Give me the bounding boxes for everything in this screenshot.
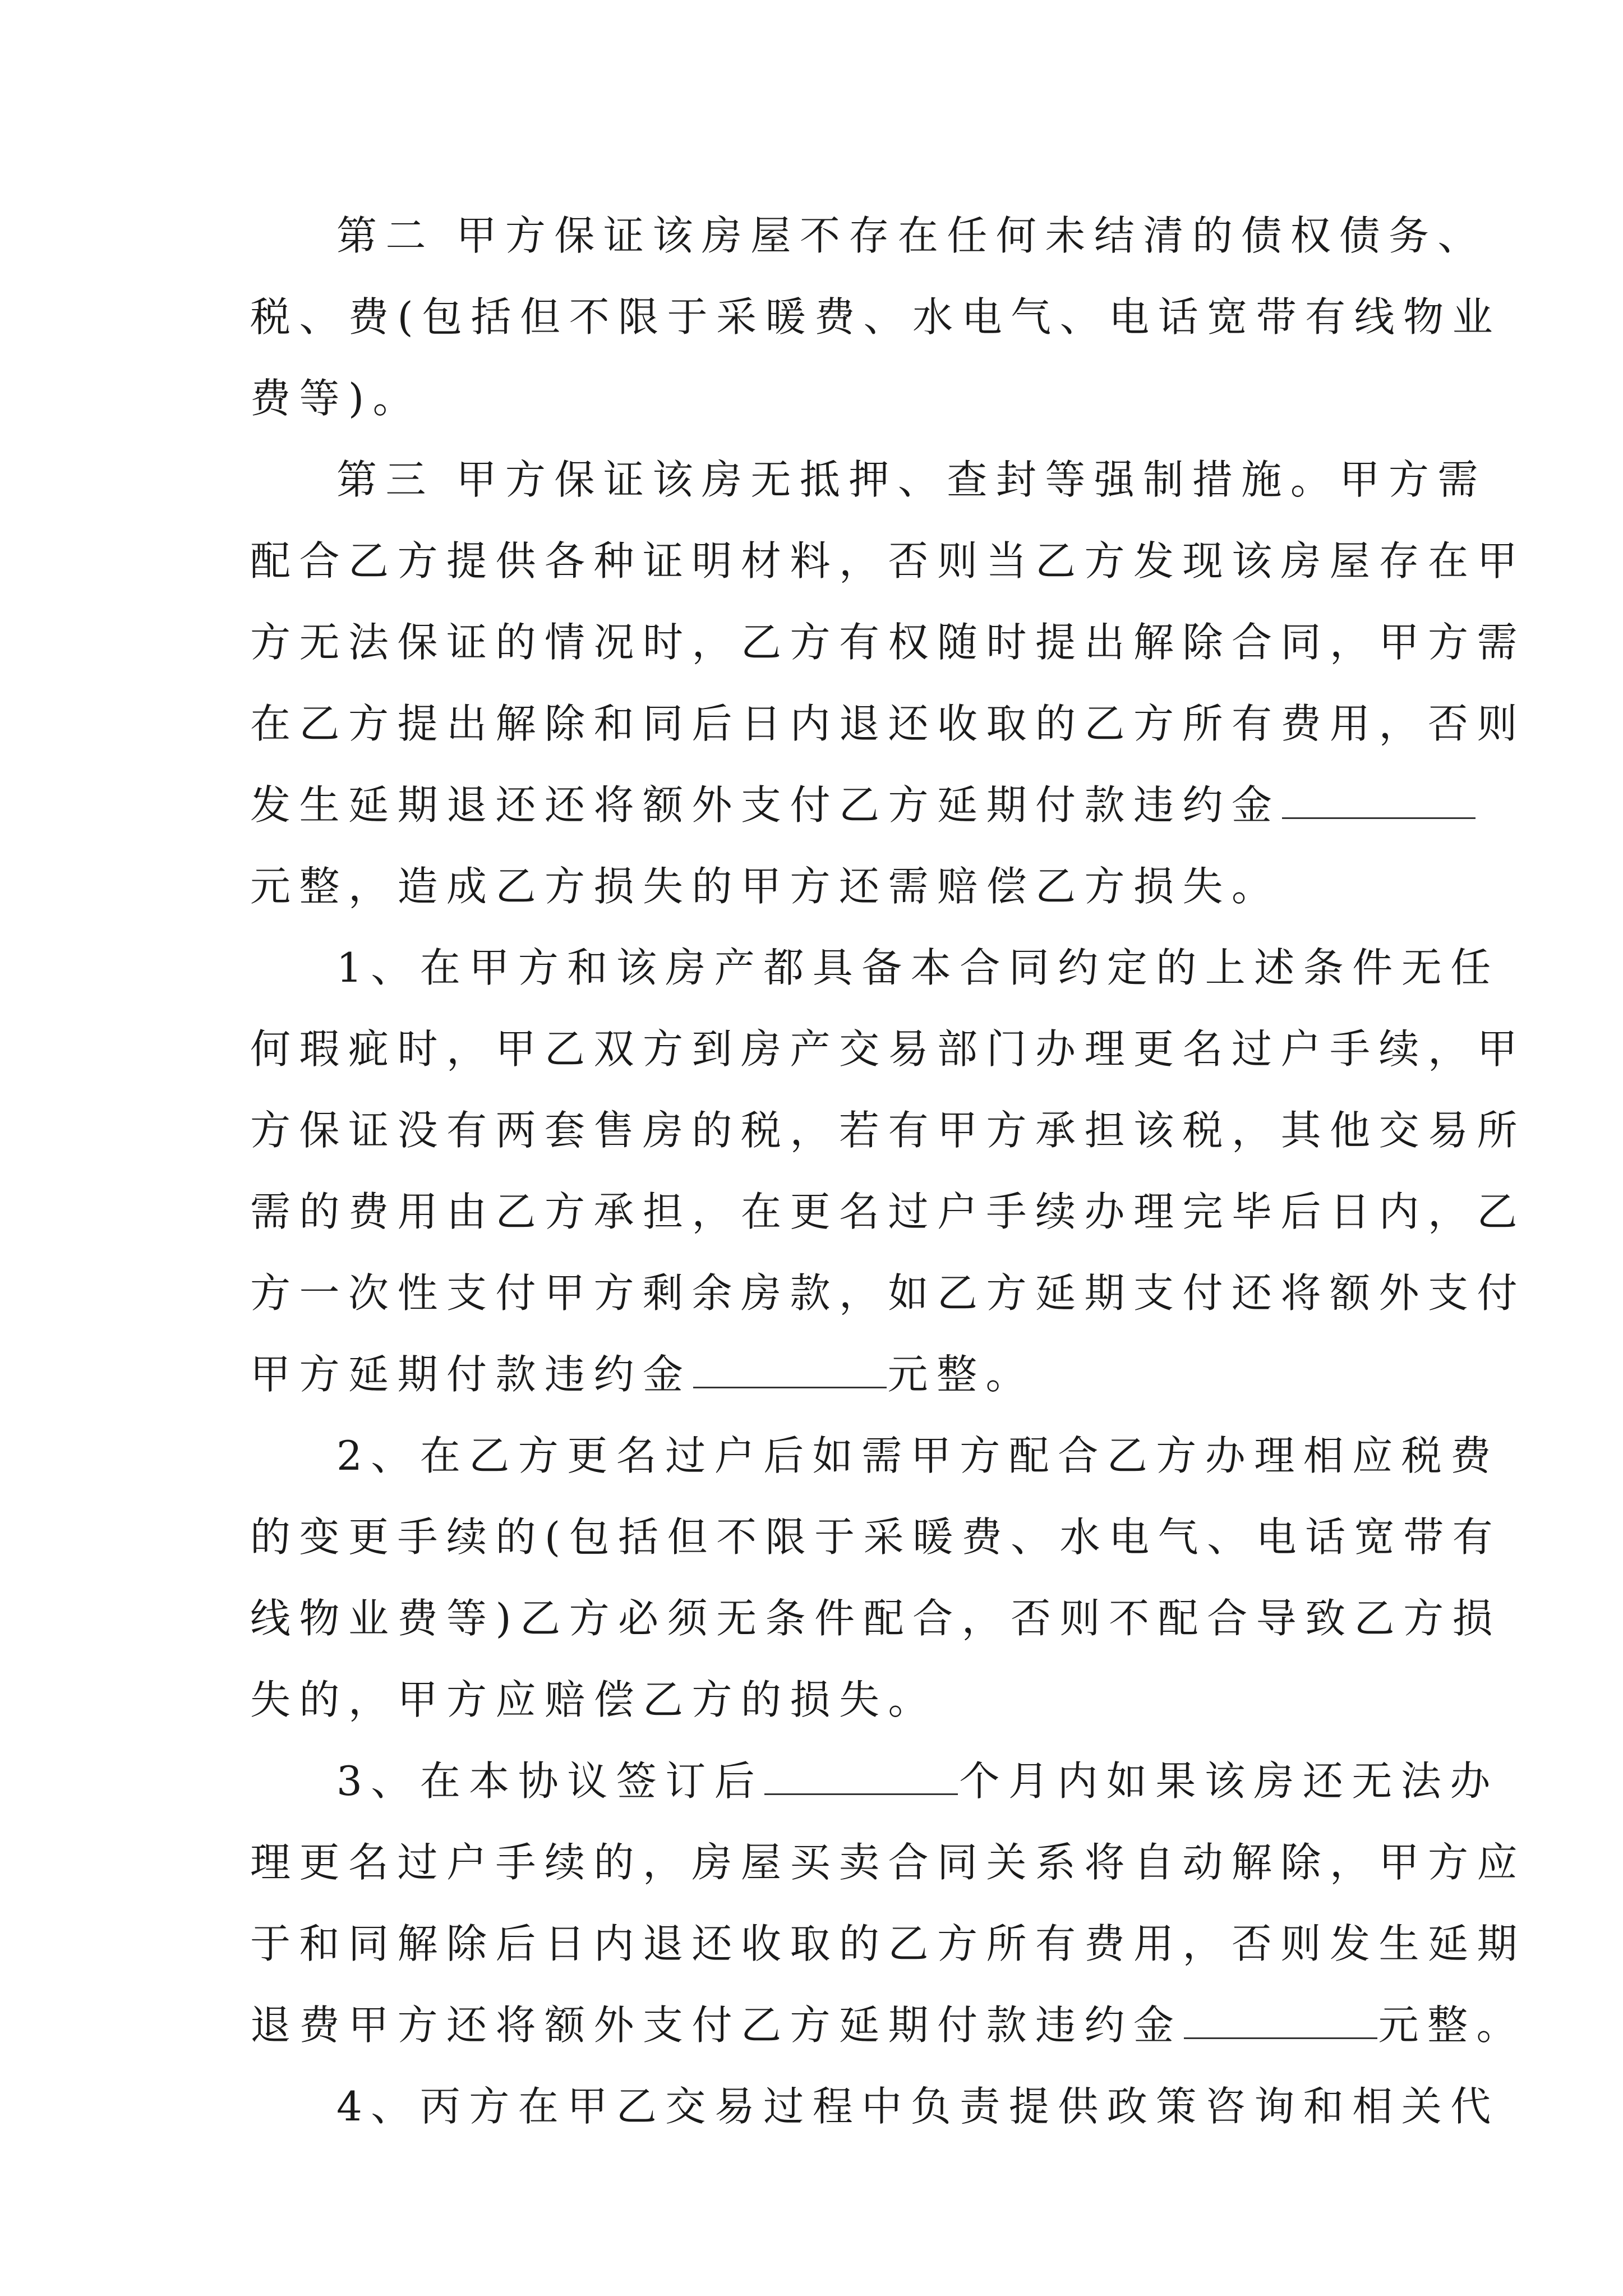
text-line <box>336 934 1500 1001</box>
text-span: 于和同解除后日内退还收取的乙方所有费用，否则发生延期 <box>250 1920 1527 1967</box>
text-line <box>250 527 1526 595</box>
text-span: 方无法保证的情况时，乙方有权随时提出解除合同，甲方需 <box>250 619 1527 666</box>
text-line <box>250 1503 1501 1571</box>
text-line <box>336 202 1487 269</box>
fill-in-blank <box>764 1760 958 1795</box>
text-line <box>250 1910 1526 1977</box>
text-span: 第三 甲方保证该房无抵押、查封等强制措施。甲方需 <box>336 456 1487 503</box>
text-span: 元整。 <box>887 1351 1035 1398</box>
text-span: 何瑕疵时，甲乙双方到房产交易部门办理更名过户手续，甲 <box>250 1025 1527 1073</box>
text-line <box>250 609 1526 676</box>
text-span: 在乙方提出解除和同后日内退还收取的乙方所有费用，否则 <box>250 700 1527 747</box>
text-span: 方一次性支付甲方剩余房款，如乙方延期支付还将额外支付 <box>250 1269 1527 1317</box>
text-span: 税、费(包括但不限于采暖费、水电气、电话宽带有线物业 <box>250 293 1502 341</box>
text-line <box>250 1991 1525 2059</box>
text-span: 线物业费等)乙方必须无条件配合，否则不配合导致乙方损 <box>250 1595 1502 1642</box>
text-line <box>336 446 1487 513</box>
text-span: 方保证没有两套售房的税，若有甲方承担该税，其他交易所 <box>250 1107 1527 1154</box>
text-line <box>250 1259 1526 1327</box>
text-line <box>250 1015 1526 1083</box>
text-line <box>250 771 1477 839</box>
text-span: 配合乙方提供各种证明材料，否则当乙方发现该房屋存在甲 <box>250 537 1527 585</box>
text-span: 甲方延期付款违约金 <box>250 1351 692 1398</box>
text-span: 1、在甲方和该房产都具备本合同约定的上述条件无任 <box>336 944 1500 991</box>
text-line <box>250 853 1281 920</box>
text-span: 元整。 <box>1378 2001 1526 2049</box>
text-span: 第二 甲方保证该房屋不存在任何未结清的债权债务、 <box>336 212 1487 259</box>
text-span: 3、在本协议签订后 <box>336 1757 764 1805</box>
text-line <box>250 1829 1526 1896</box>
text-line <box>250 1097 1526 1164</box>
text-span: 个月内如果该房还无法办 <box>959 1757 1499 1805</box>
text-span: 4、丙方在甲乙交易过程中负责提供政策咨询和相关代 <box>336 2083 1500 2130</box>
text-line <box>336 1747 1499 1815</box>
fill-in-blank <box>1184 2004 1377 2039</box>
fill-in-blank <box>693 1353 887 1388</box>
text-line <box>336 1422 1500 1489</box>
text-span: 的变更手续的(包括但不限于采暖费、水电气、电话宽带有 <box>250 1513 1502 1561</box>
text-span: 退费甲方还将额外支付乙方延期付款违约金 <box>250 2001 1183 2049</box>
text-line <box>250 365 422 432</box>
text-span: 理更名过户手续的，房屋买卖合同关系将自动解除，甲方应 <box>250 1839 1527 1886</box>
text-span: 需的费用由乙方承担，在更名过户手续办理完毕后日内，乙 <box>250 1188 1527 1235</box>
text-span: 2、在乙方更名过户后如需甲方配合乙方办理相应税费 <box>336 1432 1500 1479</box>
text-span: 失的，甲方应赔偿乙方的损失。 <box>250 1676 938 1723</box>
fill-in-blank <box>1282 784 1476 819</box>
text-line <box>250 690 1526 757</box>
text-line <box>250 1178 1526 1245</box>
text-line <box>250 283 1501 351</box>
text-span: 元整，造成乙方损失的甲方还需赔偿乙方损失。 <box>250 863 1281 910</box>
text-span: 发生延期退还还将额外支付乙方延期付款违约金 <box>250 781 1281 829</box>
text-line <box>336 2073 1500 2140</box>
text-line <box>250 1341 1035 1408</box>
text-span: 费等)。 <box>250 375 422 422</box>
text-line <box>250 1666 937 1733</box>
text-line <box>250 1585 1501 1652</box>
